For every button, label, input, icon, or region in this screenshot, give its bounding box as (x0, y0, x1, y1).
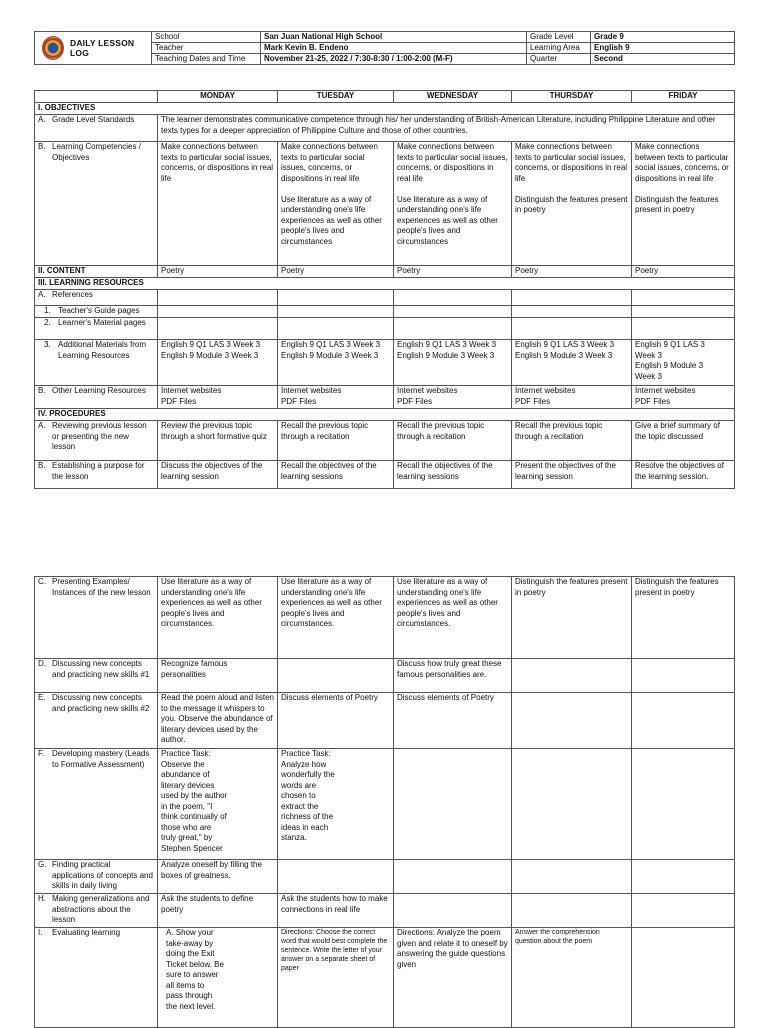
lesson-log-table-2 (34, 576, 735, 1028)
proc-h-friday (632, 894, 735, 928)
proc-b-monday: Discuss the objectives of the learning session (158, 461, 278, 489)
competencies-tuesday: Make connections between texts to particular social issues, concerns, or dispositions in real life Use literature as a way of understanding one's life experiences as well as other people's lives and circumstances (278, 142, 394, 266)
tg-wednesday (394, 306, 512, 318)
quarter-label: Quarter (527, 54, 591, 65)
competencies-label-text: Learning Competencies / Objectives (52, 142, 141, 162)
lm-friday (632, 318, 735, 340)
proc-d-tuesday (278, 659, 394, 693)
competencies-friday: Make connections between texts to particular social issues, concerns, or dispositions in real life Distinguish the features present in poetry (632, 142, 735, 266)
day-header-friday: FRIDAY (632, 91, 735, 103)
content-friday: Poetry (632, 266, 735, 278)
proc-g-label-text: Finding practical applications of concepts and skills in daily living (52, 860, 153, 890)
references-label-text: References (52, 290, 93, 299)
additional-materials-label (35, 340, 158, 386)
references-monday (158, 290, 278, 306)
header-title: DAILY LESSON LOG (69, 38, 135, 58)
other-resources-label-text: Other Learning Resources (52, 386, 146, 395)
proc-f-key: F. (38, 749, 45, 758)
proc-b-wednesday: Recall the objectives of the learning sessions (394, 461, 512, 489)
proc-i-wednesday: Directions: Analyze the poem given and relate it to oneself by answering the guide questions given (394, 928, 512, 1028)
references-friday (632, 290, 735, 306)
section-objectives: I. OBJECTIVES (35, 103, 735, 115)
proc-e-wednesday: Discuss elements of Poetry (394, 693, 512, 749)
proc-a-wednesday: Recall the previous topic through a recitation (394, 421, 512, 461)
proc-c-friday: Distinguish the features present in poetry (632, 577, 735, 659)
school-label: School (152, 32, 261, 43)
tg-monday (158, 306, 278, 318)
day-header-monday: MONDAY (158, 91, 278, 103)
references-tuesday (278, 290, 394, 306)
grade-standards-label-text: Grade Level Standards (52, 115, 135, 124)
additional-materials-label-text: Additional Materials from Learning Resources (58, 340, 147, 360)
proc-c-monday: Use literature as a way of understanding one's life experiences as well as other people's lives and circumstances. (158, 577, 278, 659)
references-wednesday (394, 290, 512, 306)
proc-d-label (35, 659, 158, 693)
additional-materials-monday: English 9 Q1 LAS 3 Week 3 English 9 Module 3 Week 3 (158, 340, 278, 386)
proc-g-wednesday (394, 860, 512, 894)
learning-area-value: English 9 (591, 43, 735, 54)
other-resources-label (35, 386, 158, 409)
proc-a-tuesday: Recall the previous topic through a recitation (278, 421, 394, 461)
other-resources-key: B. (38, 386, 46, 395)
proc-e-label-text: Discussing new concepts and practicing new skills #2 (52, 693, 150, 713)
proc-d-friday (632, 659, 735, 693)
proc-g-tuesday (278, 860, 394, 894)
content-tuesday: Poetry (278, 266, 394, 278)
proc-i-label-text: Evaluating learning (52, 928, 121, 937)
proc-g-label (35, 860, 158, 894)
proc-g-monday: Analyze oneself by filling the boxes of greatness. (158, 860, 278, 894)
proc-h-key: H. (38, 894, 46, 903)
proc-d-thursday (512, 659, 632, 693)
proc-h-tuesday: Ask the students how to make connections in real life (278, 894, 394, 928)
proc-g-key: G. (38, 860, 47, 869)
dates-value: November 21-25, 2022 / 7:30-8:30 / 1:00-2:00 (M-F) (261, 54, 527, 65)
proc-e-tuesday: Discuss elements of Poetry (278, 693, 394, 749)
school-value: San Juan National High School (261, 32, 527, 43)
competencies-label (35, 142, 158, 266)
proc-i-key: I. (38, 928, 43, 937)
proc-a-thursday: Recall the previous topic through a recitation (512, 421, 632, 461)
proc-b-label-text: Establishing a purpose for the lesson (52, 461, 145, 481)
proc-d-wednesday: Discuss how truly great these famous personalities are. (394, 659, 512, 693)
grade-level-value: Grade 9 (591, 32, 735, 43)
proc-h-label-text: Making generalizations and abstractions about the lesson (52, 894, 150, 924)
competencies-monday: Make connections between texts to particular social issues, concerns, or dispositions in real life (158, 142, 278, 266)
proc-e-friday (632, 693, 735, 749)
additional-materials-thursday: English 9 Q1 LAS 3 Week 3 English 9 Module 3 Week 3 (512, 340, 632, 386)
section-procedures: IV. PROCEDURES (35, 409, 735, 421)
proc-i-thursday: Answer the comprehension question about the poem (512, 928, 632, 1028)
grade-standards-text: The learner demonstrates communicative competence through his/ her understanding of British-American Literature, including Philippine Literature and other texts types for a deeper appreciation of Philippine Culture and those of other countries. (158, 115, 735, 142)
other-resources-thursday: Internet websites PDF Files (512, 386, 632, 409)
other-resources-monday: Internet websites PDF Files (158, 386, 278, 409)
proc-e-label (35, 693, 158, 749)
day-header-wednesday: WEDNESDAY (394, 91, 512, 103)
proc-i-tuesday: Directions: Choose the correct word that would best complete the sentence. Write the letter of your answer on a separate sheet of paper (278, 928, 394, 1028)
content-monday: Poetry (158, 266, 278, 278)
additional-materials-key: 3. (44, 340, 51, 349)
day-header-tuesday: TUESDAY (278, 91, 394, 103)
proc-h-label (35, 894, 158, 928)
competencies-thursday: Make connections between texts to particular social issues, concerns, or dispositions in real life Distinguish the features present in poetry (512, 142, 632, 266)
references-thursday (512, 290, 632, 306)
tg-friday (632, 306, 735, 318)
teachers-guide-label-text: Teacher's Guide pages (58, 306, 140, 315)
proc-f-label (35, 749, 158, 860)
proc-c-tuesday: Use literature as a way of understanding one's life experiences as well as other people's lives and circumstances. (278, 577, 394, 659)
content-thursday: Poetry (512, 266, 632, 278)
tg-thursday (512, 306, 632, 318)
proc-a-friday: Give a brief summary of the topic discussed (632, 421, 735, 461)
competencies-key: B. (38, 142, 46, 151)
proc-f-label-text: Developing mastery (Leads to Formative Assessment) (52, 749, 150, 769)
lesson-log-table-1 (34, 90, 735, 489)
proc-g-thursday (512, 860, 632, 894)
section-content: II. CONTENT (35, 266, 158, 278)
corner-cell (35, 91, 158, 103)
competencies-wednesday: Make connections between texts to particular social issues, concerns, or dispositions in real life Use literature as a way of understanding one's life experiences as well as other people's lives and circumstances (394, 142, 512, 266)
proc-c-thursday: Distinguish the features present in poetry (512, 577, 632, 659)
proc-e-key: E. (38, 693, 46, 702)
quarter-value: Second (591, 54, 735, 65)
proc-f-wednesday (394, 749, 512, 860)
references-key: A. (38, 290, 46, 299)
proc-a-label (35, 421, 158, 461)
day-header-thursday: THURSDAY (512, 91, 632, 103)
other-resources-friday: Internet websites PDF Files (632, 386, 735, 409)
other-resources-tuesday: Internet websites PDF Files (278, 386, 394, 409)
proc-e-monday: Read the poem aloud and listen to the message it whispers to you. Observe the abundance of literary devices used by the author. (158, 693, 278, 749)
additional-materials-tuesday: English 9 Q1 LAS 3 Week 3 English 9 Module 3 Week 3 (278, 340, 394, 386)
proc-a-label-text: Reviewing previous lesson or presenting the new lesson (52, 421, 147, 451)
proc-i-monday: A. Show your take-away by doing the Exit Ticket below. Be sure to answer all items to pass through the next level. (158, 928, 278, 1028)
proc-b-tuesday: Recall the objectives of the learning sessions (278, 461, 394, 489)
proc-d-key: D. (38, 659, 46, 668)
lm-monday (158, 318, 278, 340)
proc-f-tuesday: Practice Task: Analyze how wonderfully the words are chosen to extract the richness of the ideas in each stanza. (278, 749, 394, 860)
proc-c-label-text: Presenting Examples/ Instances of the new lesson (52, 577, 151, 597)
proc-e-thursday (512, 693, 632, 749)
learners-material-label-text: Learner's Material pages (58, 318, 146, 327)
header-logo-cell (35, 32, 152, 65)
proc-a-key: A. (38, 421, 46, 430)
teacher-label: Teacher (152, 43, 261, 54)
proc-d-monday: Recognize famous personalities (158, 659, 278, 693)
proc-i-friday (632, 928, 735, 1028)
dates-label: Teaching Dates and Time (152, 54, 261, 65)
proc-d-label-text: Discussing new concepts and practicing new skills #1 (52, 659, 150, 679)
learners-material-label (35, 318, 158, 340)
other-resources-wednesday: Internet websites PDF Files (394, 386, 512, 409)
proc-b-friday: Resolve the objectives of the learning session. (632, 461, 735, 489)
proc-c-wednesday: Use literature as a way of understanding one's life experiences as well as other people's lives and circumstances. (394, 577, 512, 659)
teachers-guide-label (35, 306, 158, 318)
lm-thursday (512, 318, 632, 340)
additional-materials-friday: English 9 Q1 LAS 3 Week 3 English 9 Module 3 Week 3 (632, 340, 735, 386)
proc-h-monday: Ask the students to define poetry (158, 894, 278, 928)
proc-f-friday (632, 749, 735, 860)
section-resources: III. LEARNING RESOURCES (35, 278, 735, 290)
lm-tuesday (278, 318, 394, 340)
lm-wednesday (394, 318, 512, 340)
proc-f-monday: Practice Task: Observe the abundance of literary devices used by the author in the poem, "I think continually of those who are truly great," by Stephen Spencer (158, 749, 278, 860)
proc-b-label (35, 461, 158, 489)
teachers-guide-key: 1. (44, 306, 51, 315)
proc-c-key: C. (38, 577, 46, 586)
additional-materials-wednesday: English 9 Q1 LAS 3 Week 3 English 9 Module 3 Week 3 (394, 340, 512, 386)
grade-standards-label (35, 115, 158, 142)
learning-area-label: Learning Area (527, 43, 591, 54)
proc-b-thursday: Present the objectives of the learning session (512, 461, 632, 489)
header-table (34, 31, 735, 65)
proc-a-monday: Review the previous topic through a short formative quiz (158, 421, 278, 461)
proc-h-thursday (512, 894, 632, 928)
proc-i-label (35, 928, 158, 1028)
learners-material-key: 2. (44, 318, 51, 327)
proc-h-wednesday (394, 894, 512, 928)
teacher-value: Mark Kevin B. Endeno (261, 43, 527, 54)
grade-standards-key: A. (38, 115, 46, 124)
proc-c-label (35, 577, 158, 659)
content-wednesday: Poetry (394, 266, 512, 278)
references-label (35, 290, 158, 306)
tg-tuesday (278, 306, 394, 318)
deped-seal-icon (42, 36, 64, 60)
proc-f-thursday (512, 749, 632, 860)
proc-b-key: B. (38, 461, 46, 470)
grade-level-label: Grade Level (527, 32, 591, 43)
proc-g-friday (632, 860, 735, 894)
